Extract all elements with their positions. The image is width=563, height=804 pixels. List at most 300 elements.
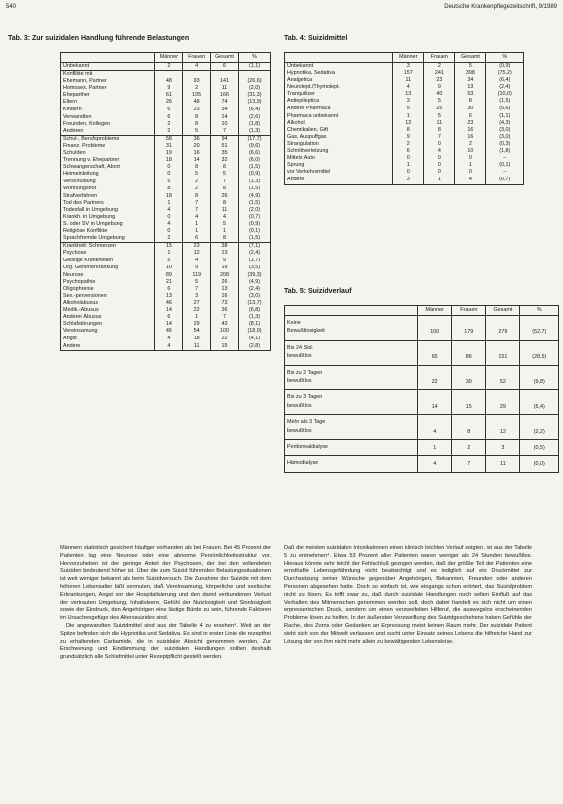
row-value: 35	[211, 150, 239, 157]
table-row	[285, 63, 524, 71]
row-value: 7	[211, 314, 239, 321]
row-value: 18	[183, 336, 211, 343]
journal-title: Deutsche Krankenpflegezeitschrift, 9/1989	[444, 4, 557, 10]
table-row	[285, 340, 559, 365]
row-value: (1,3)	[239, 179, 271, 186]
row-value: 6	[155, 286, 183, 293]
row-label: Gas, Auspuffgas	[285, 134, 393, 141]
row-value: 0	[155, 214, 183, 221]
row-label: Heimeinleitung	[61, 171, 155, 178]
row-value: 398	[455, 70, 486, 77]
row-value: (0,1)	[486, 162, 524, 169]
row-value: 73	[211, 300, 239, 307]
table-row	[61, 78, 271, 85]
page-number: 540	[6, 4, 17, 10]
row-label: Eheparther	[61, 92, 155, 99]
row-value: 9	[424, 84, 455, 91]
row-value: 5	[155, 179, 183, 186]
row-label: Schwangerschaft, Abort	[61, 164, 155, 171]
row-value: 19	[211, 265, 239, 272]
row-value: 2	[424, 63, 455, 71]
row-label: Mittels Auto	[285, 155, 393, 162]
row-value: 4	[455, 177, 486, 185]
row-value: 1	[393, 162, 424, 169]
row-value: 2	[455, 141, 486, 148]
row-value: 1	[424, 177, 455, 185]
row-label: Pharmaca unbekannt	[285, 113, 393, 120]
column-header: Gesamt	[455, 53, 486, 63]
table-row	[61, 235, 271, 243]
table-row	[61, 164, 271, 171]
row-label: Mehr als 3 Tage bewußtlos	[285, 415, 418, 440]
row-value: 179	[452, 316, 486, 341]
row-value: 8	[455, 98, 486, 105]
row-value: 4	[155, 207, 183, 214]
row-value: (2,8)	[239, 343, 271, 351]
row-label: Tod des Partners	[61, 200, 155, 207]
table-row	[61, 121, 271, 128]
row-value: 4	[183, 214, 211, 221]
row-label: Trennung v. Ehepartner	[61, 157, 155, 164]
row-value: (3,0)	[239, 293, 271, 300]
row-value: 2	[183, 179, 211, 186]
table-row	[61, 186, 271, 193]
table-row	[61, 228, 271, 235]
row-label: Geistige Krankheiten	[61, 258, 155, 265]
row-label: Krankh. in Umgebung	[61, 214, 155, 221]
row-value: 6	[155, 114, 183, 121]
table-row	[61, 143, 271, 150]
row-value: (28,5)	[520, 340, 559, 365]
column-header: Frauen	[424, 53, 455, 63]
column-header	[61, 53, 155, 63]
row-value: 7	[211, 179, 239, 186]
column-header: Männer	[393, 53, 424, 63]
row-value: 7	[183, 286, 211, 293]
row-label: Psychose	[61, 250, 155, 257]
row-label: Bis zu 2 Tagen bewußtlos	[285, 365, 418, 390]
row-value: (2,0)	[239, 85, 271, 92]
row-value: (1,8)	[486, 148, 524, 155]
row-value: (0,7)	[239, 214, 271, 221]
row-value: 16	[455, 127, 486, 134]
table-row	[61, 293, 271, 300]
row-value: (1,5)	[486, 98, 524, 105]
table-row	[285, 148, 524, 155]
row-label: Vereinsamung	[61, 328, 155, 335]
row-value: (2,0)	[239, 207, 271, 214]
column-header: Frauen	[183, 53, 211, 63]
row-value: 2	[155, 128, 183, 136]
row-value: 2	[393, 141, 424, 148]
table-row	[285, 77, 524, 84]
row-label: Hypnotika, Sedativa	[285, 70, 393, 77]
row-value: (1,5)	[239, 235, 271, 243]
row-label: Sprung	[285, 162, 393, 169]
row-label: Kindern	[61, 107, 155, 114]
row-value: 8	[393, 127, 424, 134]
row-value: (9,6)	[239, 143, 271, 150]
row-value: 8	[183, 164, 211, 171]
row-value: 22	[183, 307, 211, 314]
row-value: (4,3)	[486, 120, 524, 127]
row-value: 12	[393, 120, 424, 127]
row-value: 4	[424, 148, 455, 155]
row-value: 7	[211, 128, 239, 136]
row-value: (4,9)	[239, 279, 271, 286]
row-value: 3	[486, 440, 520, 456]
table-row	[61, 157, 271, 164]
table-header-row	[285, 306, 559, 316]
row-label: Verschuldung	[61, 179, 155, 186]
row-value: (6,4)	[486, 77, 524, 84]
row-label: Strangulation	[285, 141, 393, 148]
row-value: 0	[155, 228, 183, 235]
table-row	[61, 207, 271, 214]
paragraph: Daß die meisten suizidalen Intoxikationen einen klinisch leichten Verlauf zeigten, ist aus der Tabelle 5 zu entnehmen⁴. Etwa 53 Prozent aller Patienten waren weniger als 24 Stunden bewußtlos. Hieraus könnte sehr leicht der Fehlschluß gezogen werden, daß der größte Teil der Patienten eine ernsthafte Lebensgefährdung nicht beabsichtigt und es lediglich auf ein Druckmittel zur Durchsetzung seiner Wünsche gegenüber Angehörigen, Bekannten, Freunden oder anderen Personen abgesehen hatte. Doch so einfach ist, wie eingangs schon erörtert, das Suizidproblem nicht zu lösen. Es trifft zwar zu, daß durch suizidale Handlungen noch selten Einfluß auf das Verhalten des Mitmenschen genommen werden soll, doch dabei handelt es sich nicht um einen erpresserischen Druck, sondern um einen verzweifelten Hilferuf, die auswegslos erscheinenden Probleme lösen zu helfen. In der äußersten Verzweiflung des Suizidgeschehens haben Gefühle der Rache, des Zorns oder Gedanken an Erpressung meist keinen Raum mehr. Der suizidale Patient sieht sich von der Mitwelt verlassen und sucht unter Einsatz seines Lebens die hilfreiche Hand zur Lösung der von ihm nicht mehr allein zu bewältigenden Lebenskrise.	[284, 545, 532, 645]
row-value: (1,8)	[239, 121, 271, 128]
row-label: Krankheit: Schmerzen	[61, 243, 155, 251]
row-value: 16	[211, 293, 239, 300]
row-value: 6	[155, 314, 183, 321]
row-value: 241	[424, 70, 455, 77]
row-value: 13	[393, 91, 424, 98]
row-value: 31	[155, 143, 183, 150]
row-value: –	[486, 169, 524, 176]
table-row	[285, 440, 559, 456]
row-value: 0	[155, 171, 183, 178]
row-label: Sprachfremde Umgebung	[61, 235, 155, 243]
row-label: Hämodialyse	[285, 456, 418, 472]
table-row	[61, 307, 271, 314]
row-value: (6,4)	[239, 107, 271, 114]
row-value: 43	[211, 321, 239, 328]
row-value: (6,6)	[239, 150, 271, 157]
row-value: 279	[486, 316, 520, 341]
column-header: Männer	[155, 53, 183, 63]
row-value: 7	[183, 207, 211, 214]
row-label: Org. Gehirnerkrankung	[61, 265, 155, 272]
table-row	[61, 272, 271, 279]
row-label: Verwandten	[61, 114, 155, 121]
row-value: 12	[486, 415, 520, 440]
row-value: 9	[393, 134, 424, 141]
row-value: 5	[211, 221, 239, 228]
row-value: (0,0)	[520, 456, 559, 472]
row-value: (4,9)	[239, 193, 271, 200]
row-value	[183, 71, 211, 79]
row-value: 10	[155, 265, 183, 272]
row-value: 22	[418, 365, 452, 390]
row-value: 1	[418, 440, 452, 456]
row-value: (7,1)	[239, 243, 271, 251]
row-value: 11	[424, 120, 455, 127]
row-value: (3,0)	[486, 134, 524, 141]
row-label: Unbekannt	[285, 63, 393, 71]
row-value: (10,0)	[486, 91, 524, 98]
row-value: 1	[455, 162, 486, 169]
row-value: 1	[211, 228, 239, 235]
row-value: 38	[211, 243, 239, 251]
row-value: 9	[155, 85, 183, 92]
row-label: Schul-, Berufsprobleme	[61, 135, 155, 143]
row-value: 23	[183, 243, 211, 251]
row-value: (31,3)	[239, 92, 271, 99]
table-row	[61, 85, 271, 92]
row-value: 5	[455, 63, 486, 71]
table-row	[61, 300, 271, 307]
row-value: 0	[455, 169, 486, 176]
table-row	[61, 343, 271, 351]
row-label: Andere	[285, 177, 393, 185]
row-label: Andere	[61, 343, 155, 351]
row-value: –	[486, 155, 524, 162]
row-value: 4	[211, 214, 239, 221]
row-value: 11	[393, 77, 424, 84]
row-value: (1,5)	[239, 164, 271, 171]
table4-title: Tab. 4: Suizidmittel	[284, 35, 348, 42]
table-row	[285, 127, 524, 134]
row-label: Todesfall in Umgebung	[61, 207, 155, 214]
table-row	[61, 193, 271, 200]
row-value: 46	[155, 328, 183, 335]
row-label: Andere Pharmaca	[285, 106, 393, 113]
row-value: 20	[183, 143, 211, 150]
row-value: 23	[183, 107, 211, 114]
table-row	[285, 141, 524, 148]
row-value: 0	[424, 141, 455, 148]
row-value: 30	[452, 365, 486, 390]
body-text-left-column	[60, 545, 271, 662]
row-value: 26	[155, 99, 183, 106]
row-value: 2	[155, 63, 183, 71]
row-label: Strafverfahren	[61, 193, 155, 200]
row-value: 34	[455, 77, 486, 84]
row-value: (2,4)	[239, 286, 271, 293]
row-label: Anderen	[61, 128, 155, 136]
table-row	[61, 99, 271, 106]
table-header-row	[61, 53, 271, 63]
row-value: 157	[393, 70, 424, 77]
row-value: 8	[155, 186, 183, 193]
row-value: 1	[183, 221, 211, 228]
row-value: 36	[211, 307, 239, 314]
table-row	[285, 106, 524, 113]
row-value: 1	[393, 113, 424, 120]
row-value: 208	[211, 272, 239, 279]
row-value: 141	[211, 78, 239, 85]
table3	[60, 52, 271, 351]
row-value: 100	[418, 316, 452, 341]
row-value: 14	[418, 390, 452, 415]
row-value: 14	[155, 307, 183, 314]
row-value: 119	[183, 272, 211, 279]
row-label: Alkoholabusus	[61, 300, 155, 307]
column-header: %	[520, 306, 559, 316]
row-value: 32	[211, 157, 239, 164]
row-value: (6,8)	[239, 307, 271, 314]
row-value: 15	[211, 343, 239, 351]
table-row	[61, 200, 271, 207]
row-value: 16	[455, 134, 486, 141]
row-value: (75,2)	[486, 70, 524, 77]
table-row	[61, 258, 271, 265]
row-value: (1,5)	[239, 200, 271, 207]
row-label: Bis 24 Std. bewußtlos	[285, 340, 418, 365]
row-value: (5,6)	[486, 106, 524, 113]
row-label: Schlafstörungen	[61, 321, 155, 328]
table-row	[285, 155, 524, 162]
row-value: 14	[183, 157, 211, 164]
row-value: 0	[455, 155, 486, 162]
row-value: 29	[183, 321, 211, 328]
table5-title: Tab. 5: Suizidverlauf	[284, 288, 352, 295]
row-value: 74	[211, 99, 239, 106]
row-label: Schulden	[61, 150, 155, 157]
table4	[284, 52, 524, 185]
row-value: 5	[183, 279, 211, 286]
table-row	[61, 171, 271, 178]
row-value: (2,4)	[239, 250, 271, 257]
row-value: 29	[486, 390, 520, 415]
column-header: Männer	[418, 306, 452, 316]
table-row	[61, 71, 271, 79]
body-text-right-column	[284, 545, 532, 646]
row-value: (26,6)	[239, 78, 271, 85]
row-value: 8	[183, 114, 211, 121]
row-value: 30	[455, 106, 486, 113]
table-row	[61, 250, 271, 257]
row-value: 11	[183, 343, 211, 351]
row-label: Freunden, Kollegen	[61, 121, 155, 128]
row-value: (52,7)	[520, 316, 559, 341]
row-value: 46	[155, 300, 183, 307]
row-value: 2	[155, 121, 183, 128]
column-header: Gesamt	[486, 306, 520, 316]
row-value	[155, 71, 183, 79]
row-value: 5	[183, 171, 211, 178]
row-value: 23	[424, 77, 455, 84]
row-value: (0,7)	[486, 177, 524, 185]
column-header: Frauen	[452, 306, 486, 316]
row-value: 19	[155, 150, 183, 157]
row-value: (5,4)	[520, 390, 559, 415]
row-label: Sex.-perversionen	[61, 293, 155, 300]
row-value: 15	[155, 243, 183, 251]
table-row	[61, 63, 271, 71]
row-value: 61	[155, 92, 183, 99]
row-value: (13,7)	[239, 300, 271, 307]
row-value: 0	[424, 169, 455, 176]
row-value: 2	[155, 235, 183, 243]
column-header	[285, 53, 393, 63]
row-value: 4	[418, 456, 452, 472]
row-label: Finanz. Probleme	[61, 143, 155, 150]
row-value: 36	[183, 135, 211, 143]
row-value: (0,9)	[239, 221, 271, 228]
row-label: vor Verkehrsmittel	[285, 169, 393, 176]
row-value: 53	[455, 91, 486, 98]
row-value: 48	[183, 99, 211, 106]
row-value: 2	[183, 186, 211, 193]
table-row	[285, 98, 524, 105]
row-value: 14	[155, 321, 183, 328]
table-row	[285, 177, 524, 185]
row-value: 3	[183, 293, 211, 300]
row-value: 51	[211, 143, 239, 150]
row-value: 5	[393, 106, 424, 113]
row-value: 11	[486, 456, 520, 472]
row-value: 93	[183, 78, 211, 85]
row-value: 6	[183, 235, 211, 243]
row-label: Angst	[61, 336, 155, 343]
row-value: (1,7)	[239, 258, 271, 265]
row-label: Anderer Abusus	[61, 314, 155, 321]
row-value: 22	[211, 336, 239, 343]
row-value: (0,1)	[239, 228, 271, 235]
row-value: (0,5)	[520, 440, 559, 456]
row-value: 8	[452, 415, 486, 440]
row-value: 13	[455, 84, 486, 91]
column-header: %	[486, 53, 524, 63]
row-value: 6	[155, 107, 183, 114]
table-row	[61, 321, 271, 328]
table-row	[61, 328, 271, 335]
row-label: Alkohol	[285, 120, 393, 127]
row-value: (1,5)	[239, 186, 271, 193]
row-label: Tranquilizer	[285, 91, 393, 98]
row-value: 58	[155, 135, 183, 143]
row-value: 8	[211, 235, 239, 243]
table-row	[285, 162, 524, 169]
table-row	[285, 456, 559, 472]
row-value: 12	[183, 250, 211, 257]
row-value: 86	[452, 340, 486, 365]
row-value: 8	[183, 193, 211, 200]
row-value: 21	[155, 279, 183, 286]
row-value: 25	[424, 106, 455, 113]
table-row	[61, 243, 271, 251]
row-value: 94	[211, 135, 239, 143]
table-row	[61, 114, 271, 121]
row-value: 3	[393, 98, 424, 105]
row-value: 40	[424, 91, 455, 98]
row-value: 13	[155, 293, 183, 300]
row-value: 10	[211, 121, 239, 128]
table-row	[61, 128, 271, 136]
row-label: Neurolept./Thymolept.	[285, 84, 393, 91]
row-value: 1	[155, 200, 183, 207]
row-value: 27	[183, 300, 211, 307]
row-value: 6	[393, 148, 424, 155]
row-value: (1,1)	[239, 63, 271, 71]
paragraph: Männern statistisch gesichert häufiger vorhanden als bei Frauen. Bei 45 Prozent der Patienten lag eine Neurose oder eine abnorme Persönlichkeitsstruktur vor. Hervorzuheben ist der geringe Anteil der Psychosen, der bei den vollendeten Suiziden bedeutend höher ist. Über die zum Suizid führenden Belastungssituationen ist weit weniger bekannt als beim Suizidversuch. Die Zunahme der Suizide mit dem höheren Lebensalter läßt vermuten, daß Vereinsamung, körperliche und seelische Erkrankungen, Angst vor der Hospitalisierung und den damit verbundenen Verlust der vertrauten Umgebung, Inhaltsleere, Gefühl der Nutzlosigkeit und Sinnlosigkeit sowie der Eindruck, den Angehörigen eine lästige Bürde zu sein, führende Faktoren im Ursachengefüge des Alterssuizides sind.	[60, 545, 271, 622]
row-label: Neurose	[61, 272, 155, 279]
row-value: 4	[418, 415, 452, 440]
row-value: (0,9)	[486, 63, 524, 71]
row-value: 7	[183, 200, 211, 207]
row-label: Religiöse Konflikte	[61, 228, 155, 235]
row-value: 5	[424, 98, 455, 105]
row-value: 65	[418, 340, 452, 365]
table-row	[285, 390, 559, 415]
table-row	[61, 214, 271, 221]
row-value: 8	[424, 127, 455, 134]
row-value: 7	[424, 134, 455, 141]
column-header	[285, 306, 418, 316]
row-value: 8	[183, 121, 211, 128]
row-value: (4,1)	[239, 336, 271, 343]
